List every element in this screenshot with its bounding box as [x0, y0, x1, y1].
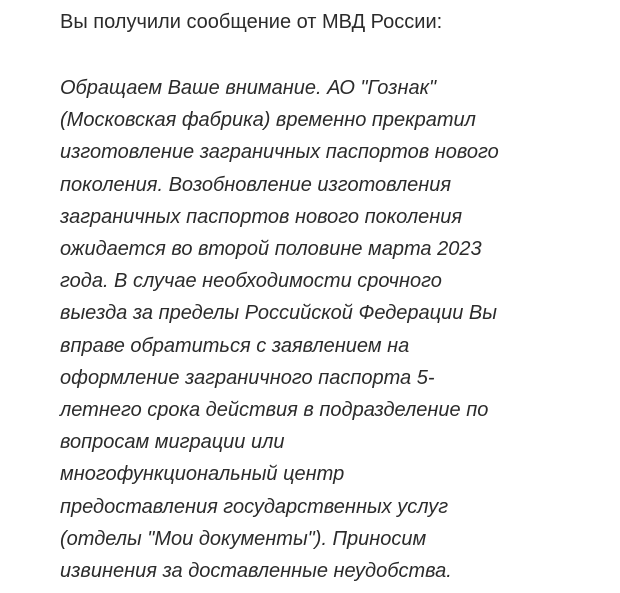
message-line: выезда за пределы Российской Федерации Вы	[60, 302, 497, 325]
message-line: извинения за доставленные неудобства.	[60, 560, 452, 583]
message-line: оформление заграничного паспорта 5-	[60, 366, 435, 389]
message-body	[60, 36, 600, 587]
message-line: вопросам миграции или	[60, 431, 285, 454]
message-line: вправе обратиться с заявлением на	[60, 334, 410, 357]
message-intro: Вы получили сообщение от МВД России:	[60, 11, 443, 33]
message-line: года. В случае необходимости срочного	[60, 270, 442, 293]
message-line: поколения. Возобновление изготовления	[60, 173, 452, 196]
message-line: Обращаем Ваше внимание. АО "Гознак"	[60, 77, 437, 99]
message-line: летнего срока действия в подразделение по	[60, 399, 489, 422]
message-line: (Московская фабрика) временно прекратил	[60, 109, 476, 132]
message-line: многофункциональный центр	[60, 463, 345, 486]
message-line: заграничных паспортов нового поколения	[60, 205, 463, 228]
message-line: изготовление заграничных паспортов нового	[60, 141, 499, 164]
message-line: предоставления государственных услуг	[60, 495, 449, 518]
message-line: (отделы "Мои документы"). Приносим	[60, 527, 427, 550]
message-line: ожидается во второй половине марта 2023	[60, 238, 482, 261]
message-container	[60, 0, 600, 587]
